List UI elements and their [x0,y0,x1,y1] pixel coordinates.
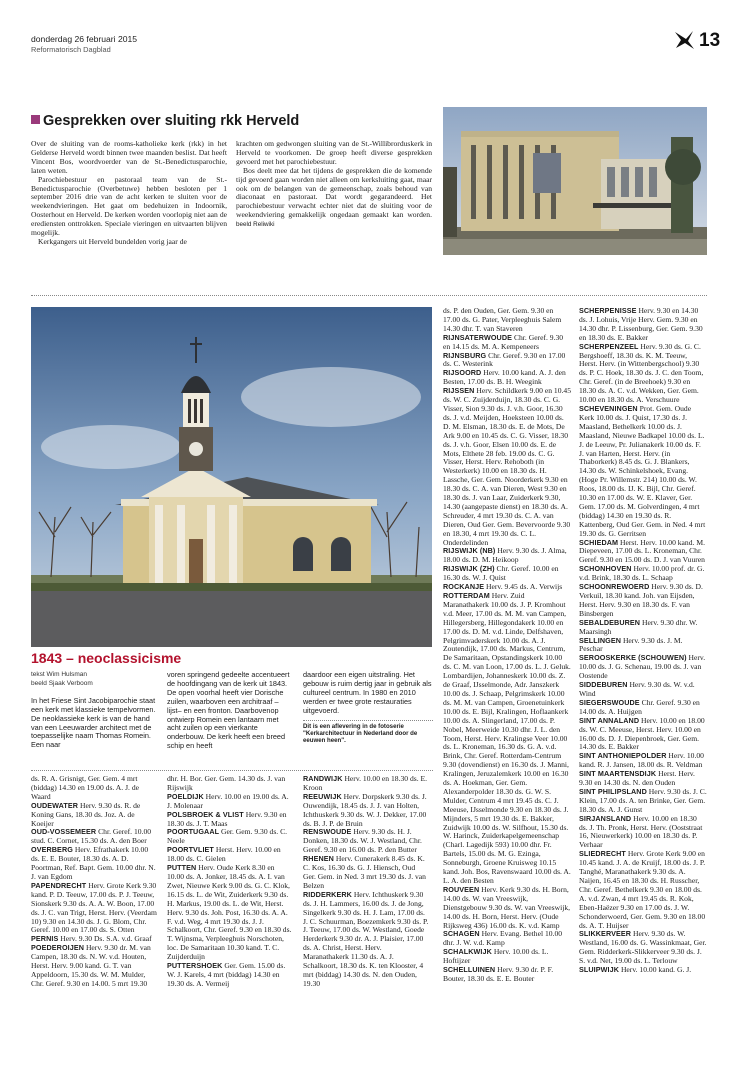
listing-entry [579,583,707,619]
listing-place: SCHALKWIJK [443,947,492,957]
herveld-church-photo [443,107,707,255]
listing-entry [167,846,293,864]
listing-entry [579,752,707,770]
listing-entry [167,864,293,962]
listing-entry [443,352,571,370]
listing-place: PERNIS [31,934,59,944]
listing-place: REEUWIJK [303,791,342,801]
listing-place: SLIEDRECHT [579,849,626,859]
listing-services: ds. P. den Ouden, Ger. Gem. 9.30 en 17.00 ds. G. Pater, Verpleeghuis Salem 14.30 dhr. T. van Staveren [443,306,562,333]
article1-paragraph: Parochiebestuur en pastoraal team van de St.-Benedictusparochie (Overbetuwe) hebben besloten per 1 september 2016 drie van de acht kerken te sluiten voor de weekendvieringen. Het gaat om bedehuizen in Indoornik, Oosterhout en Herveld. De kerken worden voorlopig niet aan de erediensten onttrokken. Speciale vieringen en uitvaarten blijven mogelijk. [31,174,227,238]
listing-entry [443,369,571,387]
article2-col3 [303,671,433,751]
article2-col3-text: daardoor een eigen uitstraling. Het gebouw is ruim dertig jaar in gebruik als cultureel centrum. In 1980 en 2010 werden er twee grote restauraties uitgevoerd. [303,670,432,715]
listing-entry [443,387,571,547]
listing-place: SINT ANNALAND [579,715,640,725]
listing-entry [579,815,707,851]
page-number: 13 [699,30,721,51]
listing-entry [167,775,293,793]
listing-services: Herv. Dorpskerk 9.30 ds. J. Ouwendijk, 18.45 ds. J. J. van Holten, Ichthuskerk 9.30 ds. W. J. Dekker, 17.00 ds. B. J. P. de Bruin [303,791,427,828]
listing-col-bottom1 [31,775,157,1063]
article1-paragraph: Kerkgangers uit Herveld bundelden vorig jaar de [38,236,187,246]
listing-services: Ger. Gem. 15.00 ds. W. J. Karels, 4 mrt (biddag) 14.30 en 19.30 ds. A. Vermeij [167,961,286,988]
listing-entry [579,405,707,539]
article1-col1 [31,140,227,258]
listing-services: Herst. Herv. 9.30 en 14.30 ds. N. den Ouden [579,769,695,788]
listing-entry [443,334,571,352]
listing-entry [443,948,571,966]
listing-entry [443,966,571,984]
listing-entry [443,565,571,583]
article2-col1 [31,671,157,750]
listing-services: Herv. 9.30 ds. R. de Koning Gans, 18.30 ds. Joz. A. de Koeijer [31,800,141,828]
listing-entry [579,717,707,753]
listing-col-right1 [443,307,571,1063]
listing-entry [303,891,429,989]
listing-services: Herv. 10.00 kand. R. J. Jansen, 18.00 ds. R. Veldman [579,751,704,770]
byline-photo: beeld Sjaak Verboom [31,679,93,687]
listing-services: Chr. Geref. 10.00 stud. C. Cornet, 15.30 ds. A. den Boer [31,827,152,846]
article1-paragraph [236,167,432,230]
listing-services: Ger. Gem. 9.30 ds. C. Neele [167,827,288,846]
listing-place: SCHEVENINGEN [579,403,638,413]
listing-place: SLIKKERVEER [579,929,632,939]
listing-place: RENSWOUDE [303,827,352,837]
sint-jacobiparochie-church-photo [31,307,432,647]
listing-entry [167,828,293,846]
listing-services: Herv. 9.30 en 18.30 ds. J. T. Maas [167,809,287,828]
listing-services: Herv. 10.00 en 18.30 ds. E. Kroon [303,774,428,792]
listing-services: Herv. 9.30 ds. H. J. Donken, 18.30 ds. W. J. Westland, Chr. Geref. 9.30 en 16.00 ds. P. den Butter [303,827,422,855]
listing-services: Herv. 9.45 ds. A. Verwijs [486,582,563,592]
listing-entry [167,793,293,811]
listing-entry [443,930,571,948]
listing-place: POELDIJK [167,791,204,801]
listing-place: OUD-VOSSEMEER [31,827,97,837]
listing-services: Herv. 10.00 ds. L. Hoftijzer [443,947,549,966]
listing-place: SIEGERSWOUDE [579,697,640,707]
listing-entry [579,850,707,930]
article1-paragraph: Over de sluiting van de rooms-katholieke kerk (rkk) in het Gelderse Herveld wordt binnen twee maanden beslist. Dat heeft Vincent Bos, woordvoerder van de St.-Benedictusparochie, laten weten. [31,139,227,175]
listing-place: SEBALDEBUREN [579,617,641,627]
listing-services: Herv. 10.00 en 18.30 ds. J. Th. Pronk, Herst. Herv. (Ooststraat 16, Nieuwerkerk) 10.00 en 18.30 ds. P. Verhaar [579,813,703,850]
listing-place: OVERBERG [31,845,73,855]
listing-place: POORTUGAAL [167,827,220,837]
listing-entry [579,966,707,975]
listing-services: Herv. Ichthuskerk 9.30 ds. J. H. Lammers, 16.00 ds. J. de Jong, Singelkerk 9.30 ds. H. J. Lam, 17.00 ds. J. C. Schuurman, Boezemkerk 9.30 ds. P. J. Teeuw, 17.00 ds. W. Westland, Goede Herderkerk 9.30 dr. A. J. Plaisier, 17.00 ds. A. Christ, Herst. Herv. Maranathakerk 11.30 ds. A. J. Schalkoort, 18.30 ds. K. ten Klooster, 4 mrt (biddag) 14.30 ds. N. den Ouden, 19.30 [303,889,429,988]
series-note: Dit is een aflevering in de fotoserie "Kerkarchitectuur in Nederland door de eeuwen heen". [303,722,418,745]
article1-paragraph-text: Bos deelt mee dat het tijdens de gesprekken die de komende tijd gevoerd gaan worden niet alleen om kerksluiting gaat, maar ook om de belangen van de gemeenschap, zoals behoud van diaconaat en pastoraat. Dat wordt gegarandeerd. Het parochiebestuur verwacht echter niet dat de sluiting voor de weekendviering gemakkelijk ongedaan gemaakt kan worden. [236,165,432,220]
listing-entry [579,343,707,405]
listing-entry [31,775,157,802]
listing-entry [579,930,707,966]
listing-services: Herv. 9.30 ds. W. Westland, 16.00 ds. G. Wassinkmaat, Ger. Gem. Ridderkerk-Slikkerveer 9.30 ds. J. S. v.d. Net, 19.00 ds. L. Terlouw [579,929,707,966]
listing-entry [31,944,157,989]
listing-entry [31,882,157,935]
listing-services: Herv. 9.30 ds. G. C. Bergshoeff, 18.30 ds. K. M. Teeuw, Herst. Herv. (in Wittenbergschool) 9.30 ds. P. C. Hoek, 18.30 ds. J. C. den Toom, Chr. Geref. (in de Breehoek) 9.30 en 18.30 ds. A. C. v.d. Wekken, Ger. Gem. 10.00 en 18.30 ds. A. Verschuure [579,341,704,405]
listing-entry [443,886,571,931]
header-date: donderdag 26 februari 2015 [31,34,138,44]
listing-place: SIRJANSLAND [579,813,632,823]
series-note-rule [303,720,433,721]
listing-services: ds. R. A. Grisnigt, Ger. Gem. 4 mrt (biddag) 14.30 en 19.00 ds. A. J. de Waard [31,774,139,801]
listing-entry [167,962,293,989]
listing-col-bottom2 [167,775,293,1063]
listing-place: SCHOONREWOERD [579,582,650,592]
listing-services: Prot. Gem. Oude Kerk 10.00 ds. J. Quist, 17.30 ds. J. Maasland, Bethelkerk 10.00 ds. J. Maasland, Nieuwe Badkapel 10.00 ds. L. J. de Leeuw, Pr. Julianakerk 10.00 ds. F. J. van Harten, Herst. Herv. (in Thaborkerk) 8.45 ds. G. J. Blankers, 14.30 ds. W. Schinkelshoek, Evang. (Hoge Pr. Willemstr. 214) 10.00 ds. W. Roos, 18.00 ds. IJ. K. Bijl, Chr. Geref. 10.30 en 17.00 ds. W. E. Klaver, Ger. Gem. 17.00 ds. M. Golverdingen, 4 mrt (biddag) 14.30 en 19.30 ds. R. Kattenberg, Oud Ger. Gem. in Ned. 4 mrt 19.30 ds. G. Gerritsen [579,403,706,538]
listing-place: SINT PHILIPSLAND [579,786,647,796]
listing-place: SELLINGEN [579,635,622,645]
listing-place: SCHERPENZEEL [579,341,639,351]
listing-services: Herv. 9.30 en 14.30 ds. J. Lohuis, Vrije Herv. Gem. 9.30 en 14.30 dhr. P. Lissenburg, Ger. Gem. 9.30 en 18.30 ds. E. Bakker [579,306,703,342]
section-divider [31,295,707,296]
article1-title [31,113,299,129]
listing-place: OUDEWATER [31,800,79,810]
listing-entry [579,619,707,637]
listing-services: Herv. 10.00 en 19.00 ds. A. J. Molenaar [167,791,289,810]
listing-services: Herst. Herv. 10.00 en 18.00 ds. C. Gielen [167,845,281,864]
rd-logo-icon [673,30,695,50]
listing-services: Herv. 10.00 prof. dr. G. v.d. Brink, 18.30 ds. L. Schaap [579,564,705,583]
page-header [31,22,721,62]
listing-place: RIJSWIJK (NB) [443,546,496,556]
listing-services: Herv. Zuid Maranathakerk 10.00 ds. J. P. Kromhout v.d. Meer, 17.00 ds. M. M. van Campen, Hillegersberg, Hillegondakerk 10.00 en 17.00 ds. D. M. v.d. Linde, Delfshaven, Pelgrimvaderskerk 10.00 ds. A. J. Zoutendijk, 17.00 ds. Markus, Centrum, De Samaritaan, Opstandingskerk 10.00 ds. C. M. van Loon, 17.00 ds. L. J. Geluk. Lombardijen, Johanneskerk 10.00 ds. Z. de Graaf, IJsselmonde, Adr. Janszkerk 10.00 ds. J. Schaap, Pelgrimskerk 10.00 ds. M. M. van Campen, Groenetuinkerk 10.00 ds. E. Bijl, Kralingen, Hoflaankerk 10.00 ds. A. Slingerland, 17.00 ds. P. Nobel, Meerweide 10.30 dhr. J. L. den Toom, Herst. Herv. Kralingse Veer 10.00 ds. L. Kroneman, 16.30 ds. G. A. v.d. Brink, Chr. Geref. Rotterdam-Centrum 9.30 (dovendienst) en 16.30 ds. J. Manni, Kralingen, Jeruzalemkerk 10.00 en 16.30 ds. A. Hoekman, Ger. Gem. Alexanderpolder 18.30 ds. G. W. S. Mulder, Centrum 4 mrt 19.45 ds. C. J. Meeuse, IJsselmonde 9.30 en 18.30 ds. J. Mijnders, 5 mrt 19.30 ds. E. Bakker, Zuidwijk 10.00 ds. W. Silfhout, 15.30 ds. W. Harinck, Zuiderkapelgemeenschap (Charl. Lagedijk 593) 10.00 dhr. Fr. Bartels, 15.00 ds. M. G. Ezinga, Sonneburgh, Groene Kruisweg 10.15 kand. Joh. Bos, Ravenswaard 10.00 ds. A. L. A. den Besten [443,591,571,885]
listing-entry [579,565,707,583]
listing-place: RIJSWIJK (ZH) [443,564,495,574]
listing-services: Herv. 9.30 dhr. W. Maarsingh [579,617,698,636]
listing-place: PUTTERSHOEK [167,961,223,971]
listing-place: RIJNSBURG [443,350,487,360]
listing-place: RIJSSEN [443,386,475,396]
listing-entry [579,770,707,788]
listing-services: Herv. 10.00 kand. G. J. [620,965,692,975]
listing-entry [579,539,707,566]
listing-entry [303,828,429,855]
listing-entry [303,855,429,891]
listing-place: RANDWIJK [303,774,343,783]
article2-title: 1843 – neoclassicisme [31,650,182,666]
listing-entry [579,637,707,655]
listing-place: POEDEROIJEN [31,943,85,953]
listing-entry [579,307,707,343]
listing-place: RHENEN [303,854,334,864]
listing-services: Chr. Geref. 9.30 en 14.15 ds. M. A. Kempeneers [443,332,564,351]
listing-services: Herv. 9.30 dr. P. F. Bouter, 18.30 ds. E. E. Bouter [443,965,554,983]
listing-services: Herv. 10.00 kand. A. J. den Besten, 17.00 ds. B. H. Weegink [443,368,566,387]
listing-place: SCHIEDAM [579,537,619,547]
listing-place: SCHELLUINEN [443,965,496,975]
listing-place: SINT MAARTENSDIJK [579,769,657,779]
listing-place: SCHAGEN [443,929,480,939]
listing-services: Herv. 9.30 ds. D. Verkuil, 18.30 kand. Joh. van Eijsden, Herst. Herv. 9.30 en 18.30 ds. F. van Binsbergen [579,582,703,618]
listing-services: Herv. 9.30 ds. J. C. Klein, 17.00 ds. A. ten Brinke, Ger. Gem. 18.30 ds. A. J. Gunst [579,786,707,814]
listing-place: SINT ANTHONIEPOLDER [579,751,667,761]
listing-services: Herv. Grote Kerk 9.00 en 10.45 kand. J. A. de Kruijf, 18.00 ds. J. P. Tanghé, Maranathakerk 9.30 ds. A. Naijen, 16.45 en 18.30 ds. H. Russcher, Chr. Geref. Bethelkerk 9.30 en 18.00 ds. A. v.d. Zwan, 4 mrt 19.45 ds. R. Kok, Eben-Haëzer 9.30 en 17.00 ds. J. W. Schonderwoerd, Ger. Gem. 9.30 en 18.00 ds. A. T. Huijser [579,849,706,930]
article2-col2: voren springend gedeelte accentueert de hoofdingang van de kerk uit 1843. De open voorhal heeft vier Dorische zuilen, waarboven een architraaf –lijst– en een fronton. Daarbovenop ontwierp Romein een lantaarn met acht zuilen op een vierkante onderbouw. De kerk heeft een breed schip en heeft [167,670,290,751]
listing-services: Herv. Efrathakerk 10.00 ds. E. E. Bouter, 18.30 ds. A. D. Poortman, Ref. Bapt. Gem. 10.00 dhr. N. J. van Egdom [31,845,156,881]
listing-place: RIJSOORD [443,368,482,378]
listing-services: Herv. Oude Kerk 8.30 en 10.00 ds. A. Jonker, 18.45 ds. A. I. van Zwet, Nieuwe Kerk 9.00 ds. G. C. Klok, 16.15 ds. L. de Wit, Zuiderkerk 9.30 ds. H. Markus, 19.00 ds. L. de Wit, Herst. Herv. 9.30 ds. Joh. Post, 16.30 ds. A. A. F. v.d. Weg, 4 mrt 19.30 ds. J. J. Schalkoort, Chr. Geref. 9.30 en 18.30 ds. T. Wijnsma, Verpleeghuis Norschoten, loc. De Samaritaan 10.30 kand. T. C. Zuijderduijn [167,863,292,962]
article1-col2 [236,140,432,258]
listing-col-bottom3 [303,775,429,1063]
listing-services: Chr. Geref. 10.00 en 16.30 ds. W. J. Quist [443,564,559,583]
listing-entry [303,793,429,829]
listing-services: Herv. 9.30 Ds. S.A. v.d. Graaf [60,934,152,944]
article1-title-text: Gesprekken over sluiting rkk Herveld [43,113,300,129]
listing-divider [31,770,433,771]
listing-place: SCHERPENISSE [579,306,637,315]
article2-col1-text: In het Friese Sint Jacobiparochie staat een kerk met klassieke tempelvormen. De neoklassieke kerk is van de hand van een Leeuwarder architect met de toepasselijke naam Thomas Romein. Een naar [31,695,156,750]
listing-services: Herv. Cunerakerk 8.45 ds. K. C. Kos, 16.30 ds. G. J. Hiensch, Oud Ger. Gem. in Ned. 3 mrt 19.30 ds. J. van Belzen [303,854,426,890]
listing-services: Herv. 9.30 ds. W. v.d. Wind [579,680,695,698]
listing-entry [443,547,571,565]
listing-entry [579,654,707,681]
header-publication: Reformatorisch Dagblad [31,45,111,54]
listing-place: PAPENDRECHT [31,880,87,890]
article1-photo-credit: beeld Reliwiki [236,221,275,229]
listing-services: Herv. Schildkerk 9.00 en 10.45 ds. W. C. Zuijderduijn, 18.30 ds. C. G. Visser, Sion 9.30 ds. J. v.h. Goor, 16.30 ds. J. v.d. Meijden, Hoeksteen 10.00 ds. D. M. Elsman, 18.30 ds. E. de Mots, De Ark 9.00 en 10.45 ds. C. G. Visser, 18.30 ds. J. v.h. Goor, Elsen 10.00 ds. E. de Mots, Elthete 28 feb. 19.00 ds. C. G. Visser, Herst. Herv. Rehoboth (in Westerkerk) 10.00 en 18.30 ds. H. Lassche, Ger. Gem. Noorderkerk 9.30 en 18.30 ds. C. A. van Dieren, West 9.30 en 18.30 ds. J. van Laar, Zuiderkerk 9.30, 14.30 (aangepaste dienst) en 18.30 ds. A. Schreuder, 4 mrt 19.30 ds. C. A. van Dieren, Oud Ger. Gem. Bevervoorde 9.30 en 18.30, 4 mrt 19.30 ds. C. L. Onderdelinden [443,386,571,547]
listing-place: SLUIPWIJK [579,965,620,975]
listing-place: ROUVEEN [443,884,480,894]
listing-place: POLSBROEK & VLIST [167,809,244,819]
listing-services: Herst. Herv. 10.00 kand. M. Diepeveen, 17.00 ds. L. Kroneman, Chr. Geref. 9.30 en 15.00 ds. D. J. van Vuuren [579,537,705,565]
listing-col-right2 [579,307,707,1063]
listing-place: POORTVLIET [167,845,214,855]
listing-entry [31,828,157,846]
listing-services: Herv. 10.00 en 18.00 ds. W. C. Meeuse, Herst. Herv. 10.00 en 16.00 ds. D. J. Diepenbroek, Ger. Gem. 14.30 ds. E. Bakker [579,715,705,752]
listing-services: Herv. Grote Kerk 9.30 kand. P. D. Teeuw, 17.00 ds. P. J. Teeuw, Sionskerk 9.30 ds. A. A. W. Boon, 17.00 ds. J. C. van Trigt, Herst. Herv. (Veerdam 10) 9.30 en 14.30 ds. J. G. Blom, Chr. Geref. 10.00 en 17.00 ds. S. Otten [31,880,157,935]
listing-entry [31,846,157,882]
listing-entry [31,802,157,829]
listing-entry [579,699,707,717]
listing-services: Herv. 9.30 ds. J. M. Peschar [579,635,683,654]
listing-place: RIDDERKERK [303,889,352,899]
listing-place: SEROOSKERKE (SCHOUWEN) [579,653,687,663]
listing-services: Herv. 9.30 dr. M. van Campen, 18.30 ds. N. W. v.d. Houten, Herst. Herv. 9.00 kand. G. T. van Appeldoorn, 15.30 ds. W. M. Mulder, Chr. Geref. 9.30 en 14.00. 5 mrt 19.30 [31,943,151,988]
article1-paragraph: krachten om gedwongen sluiting van de St.-Willibrorduskerk in Herveld te voorkomen. De groep heeft diverse gesprekken gevoerd met het parochiebestuur. [236,139,432,166]
listing-services: dhr. H. Bor. Ger. Gem. 14.30 ds. J. van Rijswijk [167,774,286,792]
listing-place: SIDDEBUREN [579,680,628,690]
title-accent-square [31,115,40,124]
byline-text: tekst Wim Hulsman [31,671,87,678]
listing-entry [579,681,707,699]
listing-place: SCHONHOVEN [579,564,632,574]
listing-services: Herv. 10.00 ds. J. G. Schenau, 19.00 ds. J. van Oostende [579,653,706,681]
listing-services: Herv. Evang. Bethel 10.00 dhr. J. W. v.d. Kamp [443,929,563,948]
listing-entry [579,788,707,815]
listing-services: Herv. Kerk 9.30 ds. H. Born, 14.00 ds. W. van Vreeswijk, Dienstgebouw 9.30 ds. W. van Vreeswijk, 14.00 ds. H. Born, Herst. Herv. (Oude Rijksweg 436) 16.00 ds. K. v.d. Kamp [443,884,571,930]
listing-place: ROCKANJE [443,582,485,592]
listing-entry [167,811,293,829]
listing-services: Chr. Geref. 9.30 en 14.00 ds. A. Huijgen [579,697,700,716]
listing-entry [443,307,571,334]
listing-place: PUTTEN [167,863,197,873]
listing-entry [303,775,429,793]
listing-place: RIJNSATERWOUDE [443,332,513,342]
listing-entry [443,592,571,886]
listing-place: ROTTERDAM [443,591,490,600]
listing-services: Herv. 9.30 ds. J. Alma, 18.00 ds. D. M. Heikoop [443,546,567,565]
listing-services: Chr. Geref. 9.30 en 17.00 ds. C. Westerink [443,350,566,369]
